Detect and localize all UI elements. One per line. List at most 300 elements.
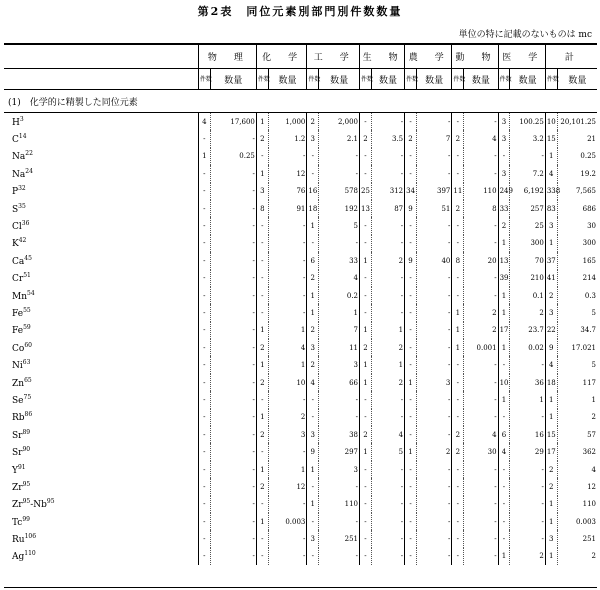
quantity-cell: - (210, 183, 256, 200)
quantity-cell: 57 (557, 426, 597, 443)
count-cell: 2 (452, 443, 464, 460)
quantity-cell: - (464, 530, 498, 547)
count-cell: - (198, 548, 210, 565)
count-cell: - (360, 165, 372, 182)
quantity-cell: 1 (510, 391, 545, 408)
count-cell: 10 (545, 113, 557, 131)
count-cell: 1 (360, 374, 372, 391)
quantity-cell: - (464, 235, 498, 252)
table-row (4, 409, 597, 426)
quantity-cell: 0.003 (557, 513, 597, 530)
unit-note: 単位の特に記載のないものは mc (458, 30, 592, 40)
quantity-cell: - (210, 270, 256, 287)
quantity-cell: 2 (464, 304, 498, 321)
quantity-cell: 578 (319, 183, 360, 200)
quantity-cell: - (464, 374, 498, 391)
quantity-cell: - (210, 217, 256, 234)
count-cell: 2 (452, 426, 464, 443)
count-cell: - (498, 461, 510, 478)
count-cell: 15 (545, 426, 557, 443)
isotope-name: Co$^{60}$ (12, 341, 32, 354)
quantity-cell: 0.02 (510, 339, 545, 356)
quantity-cell: - (210, 443, 256, 460)
count-cell: 1 (198, 148, 210, 165)
count-cell: - (256, 148, 268, 165)
quantity-cell: - (210, 496, 256, 513)
count-cell: 1 (405, 374, 417, 391)
count-cell: - (498, 496, 510, 513)
table-row (4, 530, 597, 547)
isotope-name: Mn$^{54}$ (12, 289, 35, 302)
isotope-name: $Y^{91}$ (12, 463, 26, 476)
header-qty: 数量 (464, 69, 498, 90)
header-count: 件数 (307, 69, 319, 90)
quantity-cell: - (319, 165, 360, 182)
count-cell: - (198, 304, 210, 321)
header-qty: 数量 (371, 69, 404, 90)
count-cell: - (307, 409, 319, 426)
quantity-cell: 1 (268, 322, 307, 339)
header-chemistry: 化 学 (256, 44, 306, 69)
count-cell: - (360, 513, 372, 530)
quantity-cell: - (210, 235, 256, 252)
quantity-cell: 0.1 (510, 287, 545, 304)
count-cell: 1 (360, 322, 372, 339)
count-cell: 2 (256, 374, 268, 391)
table-row (4, 287, 597, 304)
quantity-cell: - (371, 548, 404, 565)
count-cell: - (198, 270, 210, 287)
count-cell: 1 (307, 287, 319, 304)
quantity-cell: - (416, 356, 451, 373)
count-cell: 2 (452, 200, 464, 217)
table-row (4, 461, 597, 478)
quantity-cell: 10 (268, 374, 307, 391)
table-row (4, 235, 597, 252)
count-cell: - (498, 148, 510, 165)
count-cell: 9 (307, 443, 319, 460)
quantity-cell: - (416, 478, 451, 495)
quantity-cell: - (210, 391, 256, 408)
count-cell: - (452, 148, 464, 165)
table-row (4, 496, 597, 513)
quantity-cell: 1 (371, 356, 404, 373)
table-row (4, 200, 597, 217)
isotope-name: Ag$^{110}$ (12, 550, 36, 563)
count-cell: - (198, 443, 210, 460)
count-cell: - (360, 148, 372, 165)
quantity-cell: 686 (557, 200, 597, 217)
quantity-cell: 2 (557, 409, 597, 426)
count-cell: 9 (405, 200, 417, 217)
count-cell: 1 (498, 304, 510, 321)
count-cell: - (360, 548, 372, 565)
table-row (4, 165, 597, 182)
quantity-cell: - (416, 322, 451, 339)
quantity-cell: - (210, 304, 256, 321)
isotope-name: Sr$^{90}$ (12, 446, 31, 459)
quantity-cell: - (464, 217, 498, 234)
count-cell: 6 (498, 426, 510, 443)
count-cell: 18 (545, 374, 557, 391)
quantity-cell: 0.3 (557, 287, 597, 304)
isotope-name: Ni$^{63}$ (12, 359, 31, 372)
quantity-cell: - (371, 165, 404, 182)
quantity-cell: - (210, 130, 256, 147)
quantity-cell: 1 (268, 461, 307, 478)
count-cell: 338 (545, 183, 557, 200)
count-cell: - (360, 113, 372, 131)
count-cell: - (256, 270, 268, 287)
count-cell: - (452, 409, 464, 426)
count-cell: 1 (452, 304, 464, 321)
count-cell: 4 (545, 165, 557, 182)
quantity-cell: - (371, 461, 404, 478)
count-cell: 6 (307, 252, 319, 269)
count-cell: 1 (545, 548, 557, 565)
count-cell: - (452, 374, 464, 391)
quantity-cell: 66 (319, 374, 360, 391)
quantity-cell: 4 (319, 270, 360, 287)
quantity-cell: 2 (510, 548, 545, 565)
quantity-cell: 21 (557, 130, 597, 147)
count-cell: - (198, 461, 210, 478)
count-cell: - (198, 339, 210, 356)
isotope-name: Zr$^{95}$-Nb$^{95}$ (12, 498, 55, 511)
count-cell: 18 (307, 200, 319, 217)
count-cell: - (405, 270, 417, 287)
quantity-cell: - (319, 478, 360, 495)
isotope-name: Se$^{75}$ (12, 393, 32, 406)
quantity-cell: - (210, 339, 256, 356)
isotope-name: $H^3$ (12, 115, 24, 128)
count-cell: 2 (307, 356, 319, 373)
quantity-cell: - (210, 409, 256, 426)
quantity-cell: 2.1 (319, 130, 360, 147)
count-cell: - (405, 304, 417, 321)
count-cell: - (452, 496, 464, 513)
count-cell: 1 (452, 322, 464, 339)
quantity-cell: 3 (319, 356, 360, 373)
header-medicine: 医 学 (498, 44, 545, 69)
quantity-cell: - (464, 513, 498, 530)
quantity-cell: - (371, 217, 404, 234)
count-cell: 37 (545, 252, 557, 269)
quantity-cell: - (464, 165, 498, 182)
quantity-cell: - (464, 391, 498, 408)
count-cell: - (198, 217, 210, 234)
count-cell: 1 (545, 391, 557, 408)
count-cell: - (198, 513, 210, 530)
quantity-cell: 20,101.25 (557, 113, 597, 131)
quantity-cell: - (416, 409, 451, 426)
count-cell: - (405, 287, 417, 304)
quantity-cell: - (319, 409, 360, 426)
count-cell: - (307, 548, 319, 565)
quantity-cell: 0.2 (319, 287, 360, 304)
count-cell: - (498, 409, 510, 426)
quantity-cell: - (210, 287, 256, 304)
count-cell: - (256, 391, 268, 408)
quantity-cell: 100.25 (510, 113, 545, 131)
count-cell: 2 (307, 270, 319, 287)
count-cell: - (198, 200, 210, 217)
count-cell: 3 (545, 217, 557, 234)
quantity-cell: - (210, 513, 256, 530)
quantity-cell: 4 (464, 130, 498, 147)
count-cell: 2 (256, 426, 268, 443)
count-cell: - (307, 235, 319, 252)
quantity-cell: - (416, 217, 451, 234)
count-cell: - (360, 496, 372, 513)
quantity-cell: - (371, 478, 404, 495)
quantity-cell: 5 (557, 356, 597, 373)
count-cell: 2 (256, 339, 268, 356)
count-cell: 8 (256, 200, 268, 217)
count-cell: 1 (307, 461, 319, 478)
count-cell: - (256, 443, 268, 460)
quantity-cell: 1 (371, 322, 404, 339)
table-title: 第2表 同位元素別部門別件数数量 (197, 5, 403, 18)
isotope-name: $K^{42}$ (12, 237, 27, 250)
header-engineering: 工 学 (307, 44, 360, 69)
quantity-cell: - (371, 496, 404, 513)
count-cell: 1 (307, 496, 319, 513)
header-qty: 数量 (268, 69, 307, 90)
quantity-cell: 7.2 (510, 165, 545, 182)
quantity-cell: 2 (510, 304, 545, 321)
quantity-cell: - (371, 513, 404, 530)
quantity-cell: 12 (268, 165, 307, 182)
quantity-cell: 38 (319, 426, 360, 443)
isotope-name: Zr$^{95}$ (12, 480, 31, 493)
header-zoology: 動 物 (452, 44, 498, 69)
count-cell: - (405, 548, 417, 565)
quantity-cell: 300 (510, 235, 545, 252)
count-cell: 33 (498, 200, 510, 217)
count-cell: 83 (545, 200, 557, 217)
count-cell: - (452, 513, 464, 530)
quantity-cell: - (464, 356, 498, 373)
quantity-cell: - (268, 496, 307, 513)
quantity-cell: 1.2 (268, 130, 307, 147)
quantity-cell: - (510, 148, 545, 165)
quantity-cell: 165 (557, 252, 597, 269)
quantity-cell: 0.25 (557, 148, 597, 165)
table-row (4, 513, 597, 530)
count-cell: - (405, 478, 417, 495)
count-cell: - (405, 356, 417, 373)
count-cell: 10 (498, 374, 510, 391)
quantity-cell: - (416, 461, 451, 478)
quantity-cell: - (210, 530, 256, 547)
count-cell: - (256, 304, 268, 321)
table-row (4, 270, 597, 287)
quantity-cell: - (268, 530, 307, 547)
count-cell: - (452, 356, 464, 373)
quantity-cell: 1,000 (268, 113, 307, 131)
quantity-cell: 91 (268, 200, 307, 217)
quantity-cell: 110 (464, 183, 498, 200)
count-cell: - (256, 548, 268, 565)
quantity-cell: - (268, 443, 307, 460)
header-count: 件数 (256, 69, 268, 90)
quantity-cell: - (464, 461, 498, 478)
quantity-cell: 1 (557, 391, 597, 408)
count-cell: - (452, 461, 464, 478)
count-cell: 17 (545, 443, 557, 460)
quantity-cell: - (210, 356, 256, 373)
quantity-cell: - (371, 287, 404, 304)
count-cell: - (405, 235, 417, 252)
count-cell: - (360, 217, 372, 234)
quantity-cell: 30 (464, 443, 498, 460)
isotope-name: Cr$^{51}$ (12, 272, 31, 285)
count-cell: - (198, 426, 210, 443)
quantity-cell: 3.2 (510, 130, 545, 147)
quantity-cell: - (416, 513, 451, 530)
table-row (4, 548, 597, 565)
count-cell: - (198, 235, 210, 252)
quantity-cell: 4 (557, 461, 597, 478)
table-row (4, 183, 597, 200)
count-cell: 17 (498, 322, 510, 339)
count-cell: 1 (307, 304, 319, 321)
count-cell: - (405, 426, 417, 443)
quantity-cell: - (416, 496, 451, 513)
quantity-cell: - (371, 391, 404, 408)
count-cell: 3 (498, 113, 510, 131)
quantity-cell: - (210, 461, 256, 478)
count-cell: 4 (307, 374, 319, 391)
count-cell: 1 (256, 513, 268, 530)
quantity-cell: - (210, 478, 256, 495)
table-row (4, 426, 597, 443)
header-sub-row (4, 69, 597, 90)
quantity-cell: - (416, 235, 451, 252)
quantity-cell: 11 (319, 339, 360, 356)
count-cell: - (360, 409, 372, 426)
quantity-cell: 2 (268, 409, 307, 426)
quantity-cell: 23.7 (510, 322, 545, 339)
quantity-cell: - (210, 548, 256, 565)
header-blank (4, 44, 198, 69)
quantity-cell: 297 (319, 443, 360, 460)
table-row (4, 130, 597, 147)
quantity-cell: 2 (464, 322, 498, 339)
count-cell: - (452, 391, 464, 408)
quantity-cell: 4 (371, 426, 404, 443)
count-cell: 13 (498, 252, 510, 269)
quantity-cell: - (268, 235, 307, 252)
quantity-cell: 70 (510, 252, 545, 269)
isotope-name: $P^{32}$ (12, 185, 26, 198)
quantity-cell: 2,000 (319, 113, 360, 131)
quantity-cell: - (416, 287, 451, 304)
count-cell: - (405, 113, 417, 131)
count-cell: 1 (545, 409, 557, 426)
isotope-name: Zn$^{65}$ (12, 376, 32, 389)
quantity-cell: 8 (464, 200, 498, 217)
count-cell: - (405, 530, 417, 547)
quantity-cell: - (319, 148, 360, 165)
header-physics: 物 理 (198, 44, 256, 69)
count-cell: 2 (360, 426, 372, 443)
header-count: 件数 (405, 69, 417, 90)
count-cell: - (360, 530, 372, 547)
header-count: 件数 (360, 69, 372, 90)
count-cell: 1 (498, 287, 510, 304)
quantity-cell: 192 (319, 200, 360, 217)
count-cell: 39 (498, 270, 510, 287)
quantity-cell: - (319, 391, 360, 408)
count-cell: - (452, 287, 464, 304)
quantity-cell: 2 (371, 339, 404, 356)
quantity-cell: - (371, 235, 404, 252)
quantity-cell: 36 (510, 374, 545, 391)
count-cell: - (360, 235, 372, 252)
quantity-cell: - (510, 478, 545, 495)
quantity-cell: 2 (416, 443, 451, 460)
header-qty: 数量 (510, 69, 545, 90)
count-cell: - (452, 165, 464, 182)
count-cell: 1 (360, 252, 372, 269)
header-qty: 数量 (210, 69, 256, 90)
count-cell: 1 (405, 443, 417, 460)
quantity-cell: 1 (319, 304, 360, 321)
count-cell: 3 (545, 304, 557, 321)
count-cell: - (405, 217, 417, 234)
table-row (4, 478, 597, 495)
count-cell: 1 (498, 339, 510, 356)
quantity-cell: 7 (319, 322, 360, 339)
header-qty: 数量 (557, 69, 597, 90)
quantity-cell: - (510, 461, 545, 478)
quantity-cell: - (464, 409, 498, 426)
count-cell: - (405, 409, 417, 426)
quantity-cell: - (464, 478, 498, 495)
count-cell: - (198, 252, 210, 269)
quantity-cell: - (268, 148, 307, 165)
count-cell: 2 (452, 130, 464, 147)
quantity-cell: - (416, 391, 451, 408)
quantity-cell: 251 (319, 530, 360, 547)
count-cell: 1 (498, 235, 510, 252)
count-cell: - (198, 409, 210, 426)
quantity-cell: 30 (557, 217, 597, 234)
isotope-name: Sr$^{89}$ (12, 428, 31, 441)
quantity-cell: 210 (510, 270, 545, 287)
count-cell: - (452, 478, 464, 495)
count-cell: - (498, 513, 510, 530)
count-cell: - (405, 461, 417, 478)
quantity-cell: 20 (464, 252, 498, 269)
count-cell: - (498, 356, 510, 373)
count-cell: 2 (498, 217, 510, 234)
count-cell: - (405, 322, 417, 339)
table-row (4, 356, 597, 373)
quantity-cell: - (210, 322, 256, 339)
quantity-cell: 110 (319, 496, 360, 513)
quantity-cell: 4 (464, 426, 498, 443)
quantity-cell: 397 (416, 183, 451, 200)
isotope-name: Rb$^{86}$ (12, 411, 33, 424)
quantity-cell: 16 (510, 426, 545, 443)
count-cell: - (307, 513, 319, 530)
count-cell: 1 (545, 235, 557, 252)
quantity-cell: 3 (319, 461, 360, 478)
count-cell: 1 (256, 409, 268, 426)
